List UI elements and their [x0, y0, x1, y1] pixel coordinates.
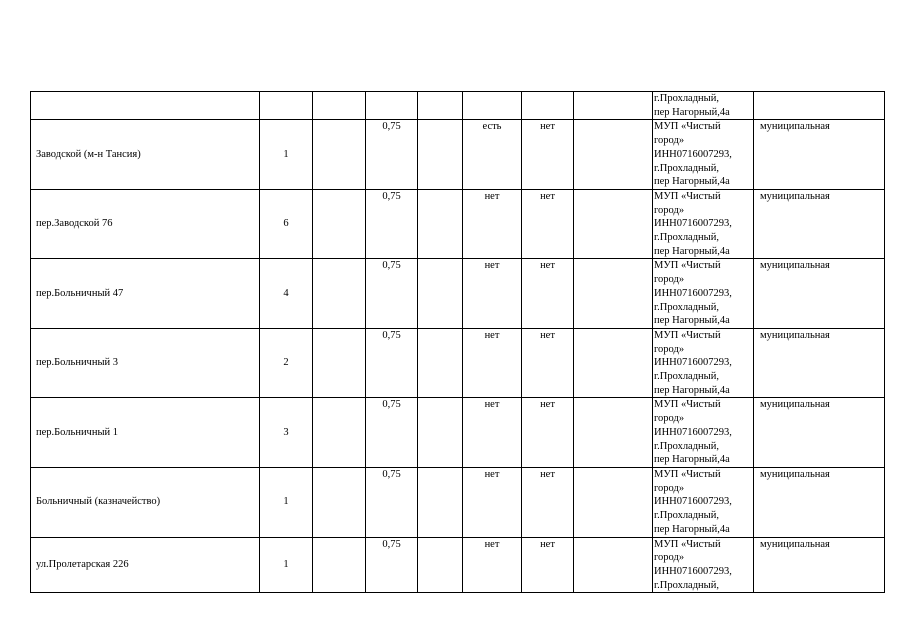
empty-cell [313, 92, 366, 120]
table-row [31, 398, 885, 468]
org-cell: МУП «Чистый город» ИНН0716007293, г.Прохладный, пер Нагорный,4а [653, 120, 754, 190]
count-cell: 3 [260, 398, 313, 468]
org-cell: МУП «Чистый город» ИНН0716007293, г.Прохладный, пер Нагорный,4а [653, 189, 754, 259]
address-cell: пер.Заводской 76 [31, 189, 260, 259]
empty-cell [574, 259, 653, 329]
empty-cell [418, 398, 463, 468]
empty-cell [418, 120, 463, 190]
volume-cell: 0,75 [366, 120, 418, 190]
org-cell: МУП «Чистый город» ИНН0716007293, г.Прохладный, пер Нагорный,4а [653, 398, 754, 468]
ownership-cell: муниципальная [754, 537, 885, 593]
empty-cell [574, 92, 653, 120]
yes-no-cell: нет [522, 120, 574, 190]
empty-cell [313, 398, 366, 468]
table-row [31, 259, 885, 329]
yes-no-cell: нет [463, 259, 522, 329]
ownership-cell: муниципальная [754, 467, 885, 537]
volume-cell: 0,75 [366, 537, 418, 593]
count-cell: 6 [260, 189, 313, 259]
yes-no-cell: нет [522, 328, 574, 398]
org-cell: МУП «Чистый город» ИНН0716007293, г.Прохладный, [653, 537, 754, 593]
empty-cell [574, 328, 653, 398]
yes-no-cell: нет [522, 467, 574, 537]
empty-cell [313, 328, 366, 398]
ownership-cell: муниципальная [754, 120, 885, 190]
volume-cell: 0,75 [366, 259, 418, 329]
empty-cell [418, 328, 463, 398]
ownership-cell [754, 92, 885, 120]
table-row [31, 120, 885, 190]
yes-no-cell: нет [463, 467, 522, 537]
count-cell [260, 92, 313, 120]
address-cell: ул.Пролетарская 226 [31, 537, 260, 593]
empty-cell [574, 467, 653, 537]
address-cell: пер.Больничный 1 [31, 398, 260, 468]
empty-cell [574, 189, 653, 259]
ownership-cell: муниципальная [754, 328, 885, 398]
volume-cell: 0,75 [366, 398, 418, 468]
table-row [31, 189, 885, 259]
yes-no-cell [522, 92, 574, 120]
container-sites-table [30, 91, 885, 593]
count-cell: 1 [260, 120, 313, 190]
org-cell: МУП «Чистый город» ИНН0716007293, г.Прохладный, пер Нагорный,4а [653, 467, 754, 537]
yes-no-cell: нет [463, 537, 522, 593]
empty-cell [418, 467, 463, 537]
address-cell: Заводской (м-н Тансия) [31, 120, 260, 190]
address-cell: пер.Больничный 47 [31, 259, 260, 329]
count-cell: 1 [260, 467, 313, 537]
volume-cell: 0,75 [366, 467, 418, 537]
org-cell: МУП «Чистый город» ИНН0716007293, г.Прохладный, пер Нагорный,4а [653, 259, 754, 329]
empty-cell [313, 189, 366, 259]
empty-cell [313, 120, 366, 190]
empty-cell [313, 467, 366, 537]
count-cell: 2 [260, 328, 313, 398]
yes-no-cell: нет [522, 189, 574, 259]
yes-no-cell: нет [522, 537, 574, 593]
ownership-cell: муниципальная [754, 189, 885, 259]
volume-cell [366, 92, 418, 120]
yes-no-cell: есть [463, 120, 522, 190]
org-cell: МУП «Чистый город» ИНН0716007293, г.Прохладный, пер Нагорный,4а [653, 328, 754, 398]
table-row [31, 328, 885, 398]
yes-no-cell: нет [463, 398, 522, 468]
empty-cell [418, 259, 463, 329]
org-cell: г.Прохладный, пер Нагорный,4а [653, 92, 754, 120]
ownership-cell: муниципальная [754, 398, 885, 468]
empty-cell [418, 189, 463, 259]
yes-no-cell: нет [522, 398, 574, 468]
empty-cell [574, 398, 653, 468]
address-cell: Больничный (казначейство) [31, 467, 260, 537]
count-cell: 4 [260, 259, 313, 329]
empty-cell [574, 537, 653, 593]
table-body [31, 92, 885, 593]
empty-cell [574, 120, 653, 190]
table-row [31, 92, 885, 120]
address-cell: пер.Больничный 3 [31, 328, 260, 398]
empty-cell [418, 537, 463, 593]
yes-no-cell: нет [522, 259, 574, 329]
ownership-cell: муниципальная [754, 259, 885, 329]
empty-cell [313, 259, 366, 329]
empty-cell [313, 537, 366, 593]
table-row [31, 467, 885, 537]
yes-no-cell [463, 92, 522, 120]
address-cell [31, 92, 260, 120]
count-cell: 1 [260, 537, 313, 593]
yes-no-cell: нет [463, 189, 522, 259]
yes-no-cell: нет [463, 328, 522, 398]
volume-cell: 0,75 [366, 189, 418, 259]
volume-cell: 0,75 [366, 328, 418, 398]
empty-cell [418, 92, 463, 120]
table-row [31, 537, 885, 593]
